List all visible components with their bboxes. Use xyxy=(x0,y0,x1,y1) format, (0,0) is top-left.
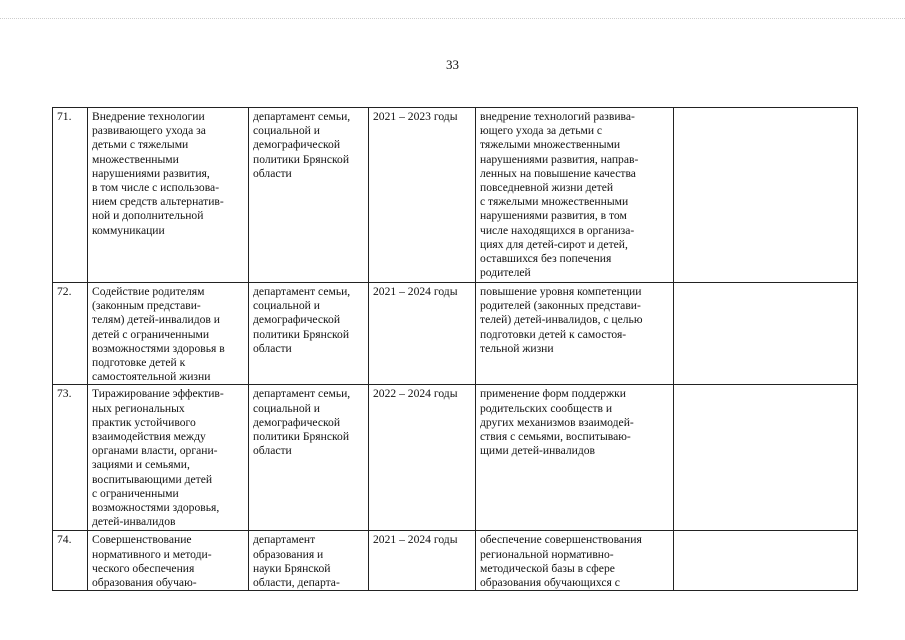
note-cell xyxy=(674,108,858,283)
expected-result: внедрение технологий развива- ющего ухода за детьми с тяжелыми множественными нарушениями развития, направ- ленных на повышение качества повседневной жизни детей с тяжелыми множественными нарушениями развития, в том числе находящихся в организа- циях для детей-сирот и детей, оставшихся без попечения родителей xyxy=(476,108,674,283)
expected-result: применение форм поддержки родительских сообществ и других механизмов взаимодей- ствия с семьями, воспитываю- щими детей-инвалидов xyxy=(476,385,674,531)
row-number: 72. xyxy=(53,283,88,385)
executor: департамент образования и науки Брянской области, департа- xyxy=(249,531,369,591)
expected-result: обеспечение совершенствования региональной нормативно- методической базы в сфере образования обучающихся с xyxy=(476,531,674,591)
period: 2021 – 2024 годы xyxy=(369,531,476,591)
measure-title: Внедрение технологии развивающего ухода за детьми с тяжелыми множественными нарушениями развития, в том числе с использова- нием средств альтернатив- ной и дополнительной коммуникации xyxy=(88,108,249,283)
table-row xyxy=(53,531,858,591)
note-cell xyxy=(674,531,858,591)
executor: департамент семьи, социальной и демографической политики Брянской области xyxy=(249,108,369,283)
note-cell xyxy=(674,283,858,385)
executor: департамент семьи, социальной и демографической политики Брянской области xyxy=(249,385,369,531)
table-row xyxy=(53,108,858,283)
note-cell xyxy=(674,385,858,531)
measures-table xyxy=(52,107,858,591)
executor: департамент семьи, социальной и демографической политики Брянской области xyxy=(249,283,369,385)
page-number: 33 xyxy=(446,57,459,72)
scan-edge-artifact xyxy=(0,18,905,22)
period: 2021 – 2024 годы xyxy=(369,283,476,385)
table-row xyxy=(53,385,858,531)
expected-result: повышение уровня компетенции родителей (законных представи- телей) детей-инвалидов, с целью подготовки детей к самостоя- тельной жизни xyxy=(476,283,674,385)
period: 2022 – 2024 годы xyxy=(369,385,476,531)
measure-title: Содействие родителям (законным представи- телям) детей-инвалидов и детей с ограниченными возможностями здоровья в подготовке детей к самостоятельной жизни xyxy=(88,283,249,385)
row-number: 71. xyxy=(53,108,88,283)
table-row xyxy=(53,283,858,385)
measure-title: Совершенствование нормативного и методи- ческого обеспечения образования обучаю- xyxy=(88,531,249,591)
measure-title: Тиражирование эффектив- ных региональных практик устойчивого взаимодействия между органами власти, органи- зациями и семьями, воспитывающими детей с ограниченными возможностями здоровья, детей-инвалидов xyxy=(88,385,249,531)
row-number: 73. xyxy=(53,385,88,531)
row-number: 74. xyxy=(53,531,88,591)
period: 2021 – 2023 годы xyxy=(369,108,476,283)
